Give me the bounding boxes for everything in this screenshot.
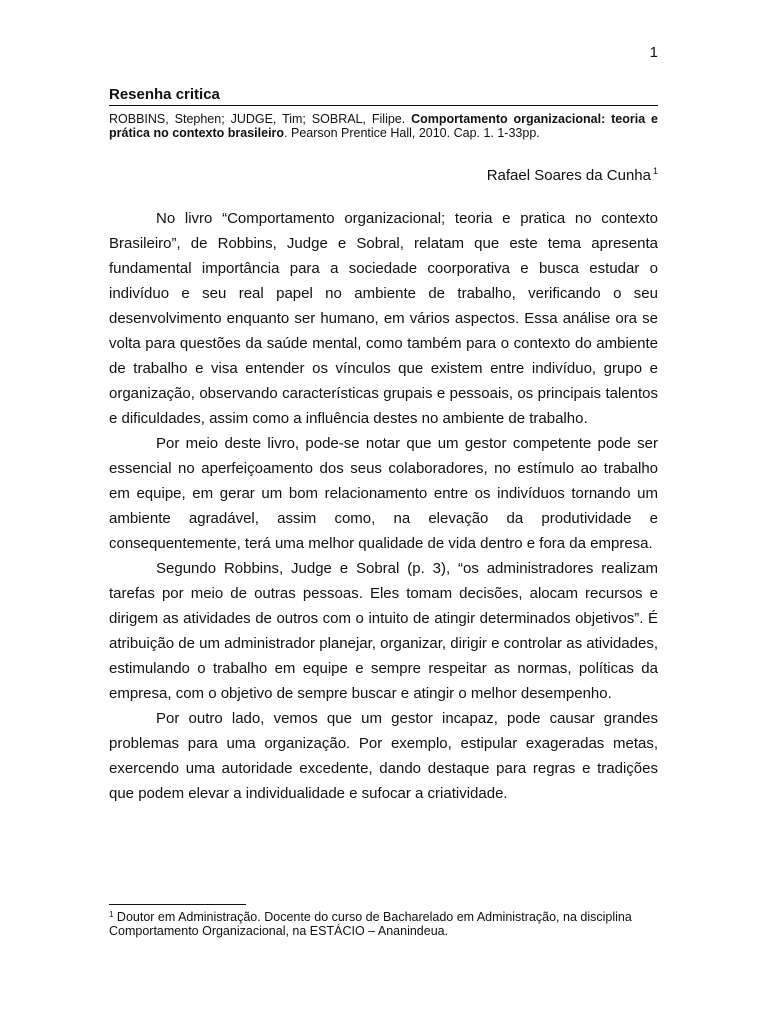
body-text <box>109 206 658 806</box>
footnote <box>109 908 658 938</box>
author-footnote-mark: 1 <box>652 166 658 176</box>
footnote-separator <box>109 904 246 905</box>
footnote-text: Doutor em Administração. Docente do curso de Bacharelado em Administração, na disciplina Comportamento Organizacional, na ESTÁCIO – Ananindeua. <box>109 910 632 938</box>
reference-publisher-info: . Pearson Prentice Hall, 2010. Cap. 1. 1-33pp. <box>284 126 540 140</box>
author-line <box>487 166 658 184</box>
paragraph-1: No livro “Comportamento organizacional; teoria e pratica no contexto Brasileiro”, de Robbins, Judge e Sobral, relatam que este tema apresenta fundamental importância para a sociedade coorporativa e busca estudar o indivíduo e seu real papel no ambiente de trabalho, verificando o seu desenvolvimento enquanto ser humano, em vários aspectos. Essa análise ora se volta para questões da saúde mental, como também para o contexto do ambiente de trabalho e visa entender os vínculos que existem entre indivíduo, grupo e organização, observando características grupais e pessoais, os principais talentos e dificuldades, assim como a influência destes no ambiente de trabalho. <box>109 210 658 427</box>
reference-book-title: Comportamento organizacional: teoria e prática no contexto brasileiro <box>109 112 659 140</box>
paragraph-2: Por meio deste livro, pode-se notar que um gestor competente pode ser essencial no aperfeiçoamento dos seus colaboradores, no estímulo ao trabalho em equipe, em gerar um bom relacionamento entre os indivíduos tornando um ambiente agradável, assim como, na elevação da produtividade e consequentemente, terá uma melhor qualidade de vida dentro e fora da empresa. <box>109 435 658 552</box>
paragraph-4: Por outro lado, vemos que um gestor incapaz, pode causar grandes problemas para uma organização. Por exemplo, estipular exageradas metas, exercendo uma autoridade excedente, dando destaque para regras e tradições que podem elevar a individualidade e sufocar a criatividade. <box>109 710 658 802</box>
document-title: Resenha critica <box>109 86 658 106</box>
paragraph-3: Segundo Robbins, Judge e Sobral (p. 3), “os administradores realizam tarefas por meio de outras pessoas. Eles tomam decisões, alocam recursos e dirigem as atividades de outros com o intuito de atingir determinados objetivos”. É atribuição de um administrador planejar, organizar, dirigir e controlar as atividades, estimulando o trabalho em equipe e sempre respeitar as normas, políticas da empresa, com o objetivo de sempre buscar e atingir o melhor desempenho. <box>109 560 658 702</box>
page-number: 1 <box>649 44 658 61</box>
reference-authors: ROBBINS, Stephen; JUDGE, Tim; SOBRAL, Filipe. <box>109 112 412 126</box>
footnote-mark: 1 <box>109 910 114 919</box>
author-name: Rafael Soares da Cunha <box>486 167 651 184</box>
bibliographic-reference <box>109 112 658 140</box>
